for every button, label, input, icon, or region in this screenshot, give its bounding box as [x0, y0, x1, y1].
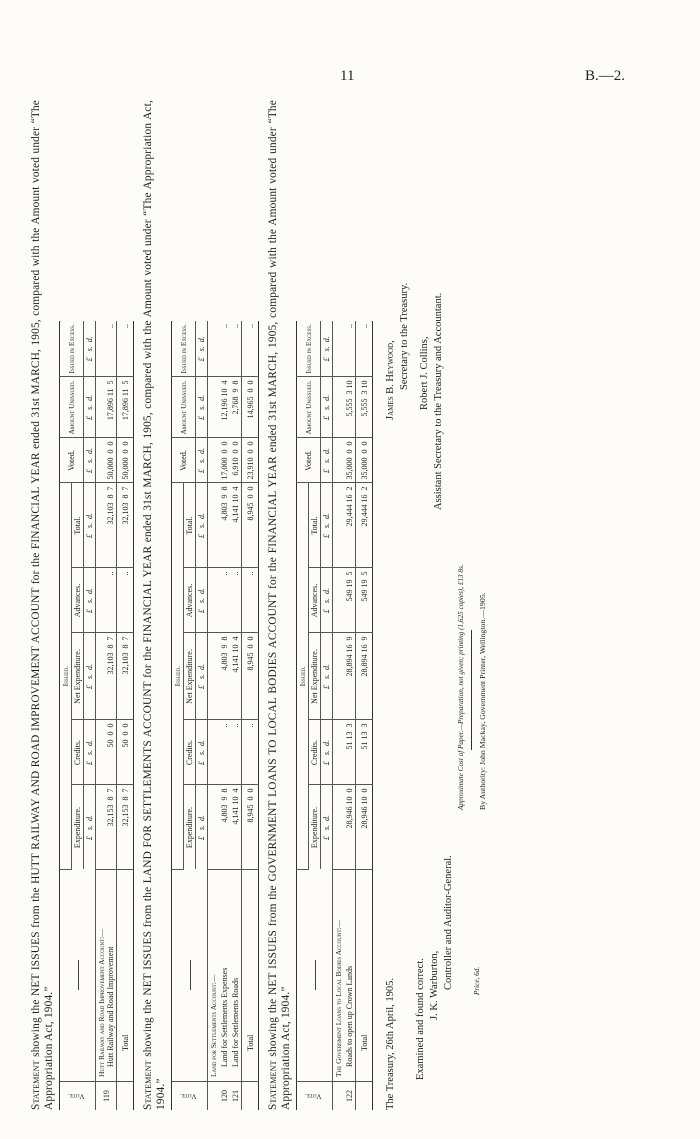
credits-header: Credits. — [184, 720, 196, 785]
vote-number: 120 — [220, 1090, 229, 1102]
table-row — [230, 321, 242, 1110]
item-subhead: Roads to open up Crown Lands — [345, 965, 354, 1067]
statement-1 — [30, 100, 134, 1110]
units-header: £ s. d. — [196, 633, 208, 720]
total-advances: .. — [117, 568, 134, 633]
footer — [381, 100, 501, 1110]
issued-in-excess-header: Issued in Excess. — [60, 321, 84, 377]
document-reference: B.—2. — [585, 68, 626, 84]
signer1-title: Secretary to the Treasury. — [399, 282, 410, 390]
units-header: £ s. d. — [196, 483, 208, 568]
item-heading: Land for Settlements Account:— — [209, 974, 218, 1077]
vote-header: Vote. — [60, 1082, 96, 1111]
total-amount-unissued: 17,896 11 5 — [117, 377, 134, 438]
units-header: £ s. d. — [321, 633, 333, 720]
vote-number: 122 — [345, 1090, 354, 1102]
expenditure-cell: 28,946 10 0 — [344, 785, 356, 870]
expenditure-cell — [333, 785, 345, 870]
table-row — [344, 321, 356, 1110]
statement-word: Statement — [267, 1060, 279, 1110]
advances-header: Advances. — [184, 568, 196, 633]
total-voted: 50,000 0 0 — [117, 438, 134, 483]
units-header: £ s. d. — [84, 785, 96, 870]
units-header: £ s. d. — [321, 720, 333, 785]
net-expenditure-cell: 32,103 8 7 — [96, 633, 117, 720]
total-amount-unissued: 5,555 3 10 — [356, 377, 373, 438]
total-cell: 32,103 8 7 — [96, 483, 117, 568]
credits-header: Credits. — [309, 720, 321, 785]
item-heading: The Government Loans to Local Bodies Account:— — [334, 919, 343, 1077]
table-row — [208, 321, 220, 1110]
net-expenditure-cell: 28,894 16 9 — [344, 633, 356, 720]
total-advances: 549 19 5 — [356, 568, 373, 633]
total-amount-unissued: 14,965 0 0 — [242, 377, 259, 438]
advances-cell — [208, 568, 220, 633]
statement-3 — [267, 100, 373, 1110]
advances-cell: 549 19 5 — [344, 568, 356, 633]
credits-cell: .. — [219, 720, 230, 785]
expenditure-cell: 4,803 9 8 — [219, 785, 230, 870]
statement-table — [171, 321, 259, 1110]
vote-header: Vote. — [172, 1082, 208, 1111]
footer-date: The Treasury, 26th April, 1905. — [385, 977, 396, 1110]
total-voted: 23,910 0 0 — [242, 438, 259, 483]
table-row — [219, 321, 230, 1110]
item-header — [297, 870, 333, 1082]
cost-note: Approximate Cost of Paper.—Preparation, not given; printing (1,625 copies), £13 8s. — [457, 564, 465, 810]
voted-header: Voted. — [172, 438, 196, 483]
units-header: £ s. d. — [321, 483, 333, 568]
issued-in-excess-cell — [333, 321, 345, 377]
item-header — [60, 870, 96, 1082]
net-expenditure-cell — [333, 633, 345, 720]
issued-in-excess-header: Issued in Excess. — [297, 321, 321, 377]
advances-cell: .. — [219, 568, 230, 633]
total-header: Total. — [309, 483, 321, 568]
vote-number: 119 — [101, 1090, 111, 1102]
total-total: 32,103 8 7 — [117, 483, 134, 568]
divider-line — [471, 630, 472, 750]
item-cell — [208, 870, 220, 1082]
item-cell — [333, 870, 345, 1082]
credits-cell — [208, 720, 220, 785]
units-header: £ s. d. — [321, 321, 333, 377]
total-issued-in-excess: .. — [242, 321, 259, 377]
units-header: £ s. d. — [196, 438, 208, 483]
advances-cell: .. — [230, 568, 242, 633]
voted-header: Voted. — [297, 438, 321, 483]
total-row — [356, 321, 373, 1110]
voted-cell: 6,910 0 0 — [230, 438, 242, 483]
units-header: £ s. d. — [84, 720, 96, 785]
rotated-page-content — [30, 100, 690, 1110]
expenditure-header: Expenditure. — [72, 785, 84, 870]
statement-2 — [142, 100, 259, 1110]
units-header: £ s. d. — [321, 438, 333, 483]
amount-unissued-cell: 17,896 11 5 — [96, 377, 117, 438]
item-subhead: Land for Settlements Expenses — [220, 967, 229, 1067]
statement-word: Statement — [142, 1060, 154, 1110]
units-header: £ s. d. — [84, 633, 96, 720]
item-heading: Hutt Railway and Road Improvement Account:— — [97, 929, 106, 1077]
net-expenditure-cell: 4,141 10 4 — [230, 633, 242, 720]
price-note: Price, 6d. — [473, 966, 481, 995]
issued-group-header: Issued. — [297, 483, 309, 870]
units-header: £ s. d. — [321, 568, 333, 633]
statement-word: Statement — [30, 1060, 42, 1110]
statement-title-text: showing the NET ISSUES from the LAND FOR SETTLEMENTS ACCOUNT for the FINANCIAL YEAR ended 31st MARCH, 1905, compared with the Amount voted under “The Appropriation Act, 1904.” — [142, 99, 167, 1110]
advances-header: Advances. — [72, 568, 84, 633]
advances-cell: .. — [96, 568, 117, 633]
item-cell — [230, 870, 242, 1082]
total-issued-in-excess: .. — [117, 321, 134, 377]
expenditure-header: Expenditure. — [184, 785, 196, 870]
units-header: £ s. d. — [84, 483, 96, 568]
voted-header: Voted. — [60, 438, 84, 483]
units-header: £ s. d. — [84, 377, 96, 438]
total-cell: 29,444 16 2 — [344, 483, 356, 568]
credits-cell: .. — [230, 720, 242, 785]
vote-header: Vote. — [297, 1082, 333, 1111]
amount-unissued-header: Amount Unissued. — [297, 377, 321, 438]
statement-title-text: showing the NET ISSUES from the HUTT RAILWAY AND ROAD IMPROVEMENT ACCOUNT for the FINANCIAL YEAR ended 31st MARCH, 1905, compared with the Amount voted under “The Appropriation Act, 1904.” — [30, 99, 55, 1110]
amount-unissued-cell: 5,555 3 10 — [344, 377, 356, 438]
credits-cell: 50 0 0 — [96, 720, 117, 785]
total-issued-in-excess: .. — [356, 321, 373, 377]
credits-cell: 51 13 3 — [344, 720, 356, 785]
total-advances: .. — [242, 568, 259, 633]
amount-unissued-header: Amount Unissued. — [60, 377, 84, 438]
total-cell — [333, 483, 345, 568]
units-header: £ s. d. — [196, 568, 208, 633]
credits-cell — [333, 720, 345, 785]
advances-cell — [333, 568, 345, 633]
total-credits: 51 13 3 — [356, 720, 373, 785]
issued-in-excess-cell: .. — [219, 321, 230, 377]
units-header: £ s. d. — [196, 321, 208, 377]
voted-cell: 35,000 0 0 — [344, 438, 356, 483]
issued-group-header: Issued. — [172, 483, 184, 870]
advances-header: Advances. — [309, 568, 321, 633]
total-header: Total. — [72, 483, 84, 568]
signer2-name: Robert J. Collins, — [419, 336, 430, 410]
statement-title-text: showing the NET ISSUES from the GOVERNMENT LOANS TO LOCAL BODIES ACCOUNT for the FINANCIAL YEAR ended 31st MARCH, 1905, compared with the Amount voted under “The Appropriation Act, 1904.” — [267, 100, 292, 1110]
units-header: £ s. d. — [321, 377, 333, 438]
voted-cell: 17,000 0 0 — [219, 438, 230, 483]
statement-title — [267, 100, 293, 1110]
statement-table — [296, 321, 373, 1110]
item-cell — [344, 870, 356, 1082]
total-row — [242, 321, 259, 1110]
total-label: Total — [242, 870, 259, 1082]
amount-unissued-cell: 2,768 9 8 — [230, 377, 242, 438]
voted-cell: 50,000 0 0 — [96, 438, 117, 483]
total-expenditure: 32,153 8 7 — [117, 785, 134, 870]
examined-text: Examined and found correct. — [415, 958, 426, 1080]
statement-title — [30, 100, 56, 1110]
item-subhead: Land for Settlements Roads — [231, 977, 240, 1067]
units-header: £ s. d. — [196, 377, 208, 438]
net-expenditure-header: Net Expenditure. — [309, 633, 321, 720]
statement-title — [142, 100, 168, 1110]
page-number: 11 — [340, 68, 355, 84]
signer1-name: James B. Heywood, — [385, 340, 396, 420]
units-header: £ s. d. — [321, 785, 333, 870]
auditor-name: J. K. Warburton, — [429, 950, 440, 1020]
total-net-expenditure: 28,894 16 9 — [356, 633, 373, 720]
total-expenditure: 28,946 10 0 — [356, 785, 373, 870]
statement-table — [59, 321, 134, 1110]
amount-unissued-cell: 12,196 10 4 — [219, 377, 230, 438]
issued-in-excess-header: Issued in Excess. — [172, 321, 196, 377]
total-row — [117, 321, 134, 1110]
auditor-title: Controller and Auditor-General. — [443, 855, 454, 990]
item-header — [172, 870, 208, 1082]
units-header: £ s. d. — [84, 438, 96, 483]
item-subhead: Hutt Railway and Road Improvement — [106, 946, 115, 1067]
item-cell — [96, 870, 117, 1082]
net-expenditure-cell — [208, 633, 220, 720]
amount-unissued-cell — [333, 377, 345, 438]
total-header: Total. — [184, 483, 196, 568]
issued-in-excess-cell — [208, 321, 220, 377]
issued-in-excess-cell: .. — [344, 321, 356, 377]
expenditure-cell: 32,153 8 7 — [96, 785, 117, 870]
total-cell: 4,803 9 8 — [219, 483, 230, 568]
table-row — [96, 321, 117, 1110]
total-credits: 50 0 0 — [117, 720, 134, 785]
total-net-expenditure: 8,945 0 0 — [242, 633, 259, 720]
units-header: £ s. d. — [196, 785, 208, 870]
total-label: Total — [356, 870, 373, 1082]
net-expenditure-cell: 4,803 9 8 — [219, 633, 230, 720]
expenditure-cell — [208, 785, 220, 870]
expenditure-cell: 4,141 10 4 — [230, 785, 242, 870]
total-label: Total — [117, 870, 134, 1082]
units-header: £ s. d. — [84, 321, 96, 377]
total-cell — [208, 483, 220, 568]
net-expenditure-header: Net Expenditure. — [72, 633, 84, 720]
vote-number — [333, 1082, 345, 1111]
total-expenditure: 8,945 0 0 — [242, 785, 259, 870]
table-row — [333, 321, 345, 1110]
units-header: £ s. d. — [84, 568, 96, 633]
signer2-title: Assistant Secretary to the Treasury and Accountant. — [433, 292, 444, 510]
expenditure-header: Expenditure. — [309, 785, 321, 870]
voted-cell — [208, 438, 220, 483]
total-cell: 4,141 10 4 — [230, 483, 242, 568]
total-total: 29,444 16 2 — [356, 483, 373, 568]
total-total: 8,945 0 0 — [242, 483, 259, 568]
amount-unissued-cell — [208, 377, 220, 438]
authority-note: By Authority: John Mackay, Government Printer, Wellington.—1905. — [478, 592, 487, 810]
total-net-expenditure: 32,103 8 7 — [117, 633, 134, 720]
amount-unissued-header: Amount Unissued. — [172, 377, 196, 438]
total-credits: .. — [242, 720, 259, 785]
net-expenditure-header: Net Expenditure. — [184, 633, 196, 720]
voted-cell — [333, 438, 345, 483]
issued-group-header: Issued. — [60, 483, 72, 870]
item-cell — [219, 870, 230, 1082]
credits-header: Credits. — [72, 720, 84, 785]
issued-in-excess-cell: .. — [230, 321, 242, 377]
vote-number: 121 — [231, 1090, 240, 1102]
units-header: £ s. d. — [196, 720, 208, 785]
vote-number — [208, 1082, 220, 1111]
total-voted: 35,000 0 0 — [356, 438, 373, 483]
issued-in-excess-cell: .. — [96, 321, 117, 377]
